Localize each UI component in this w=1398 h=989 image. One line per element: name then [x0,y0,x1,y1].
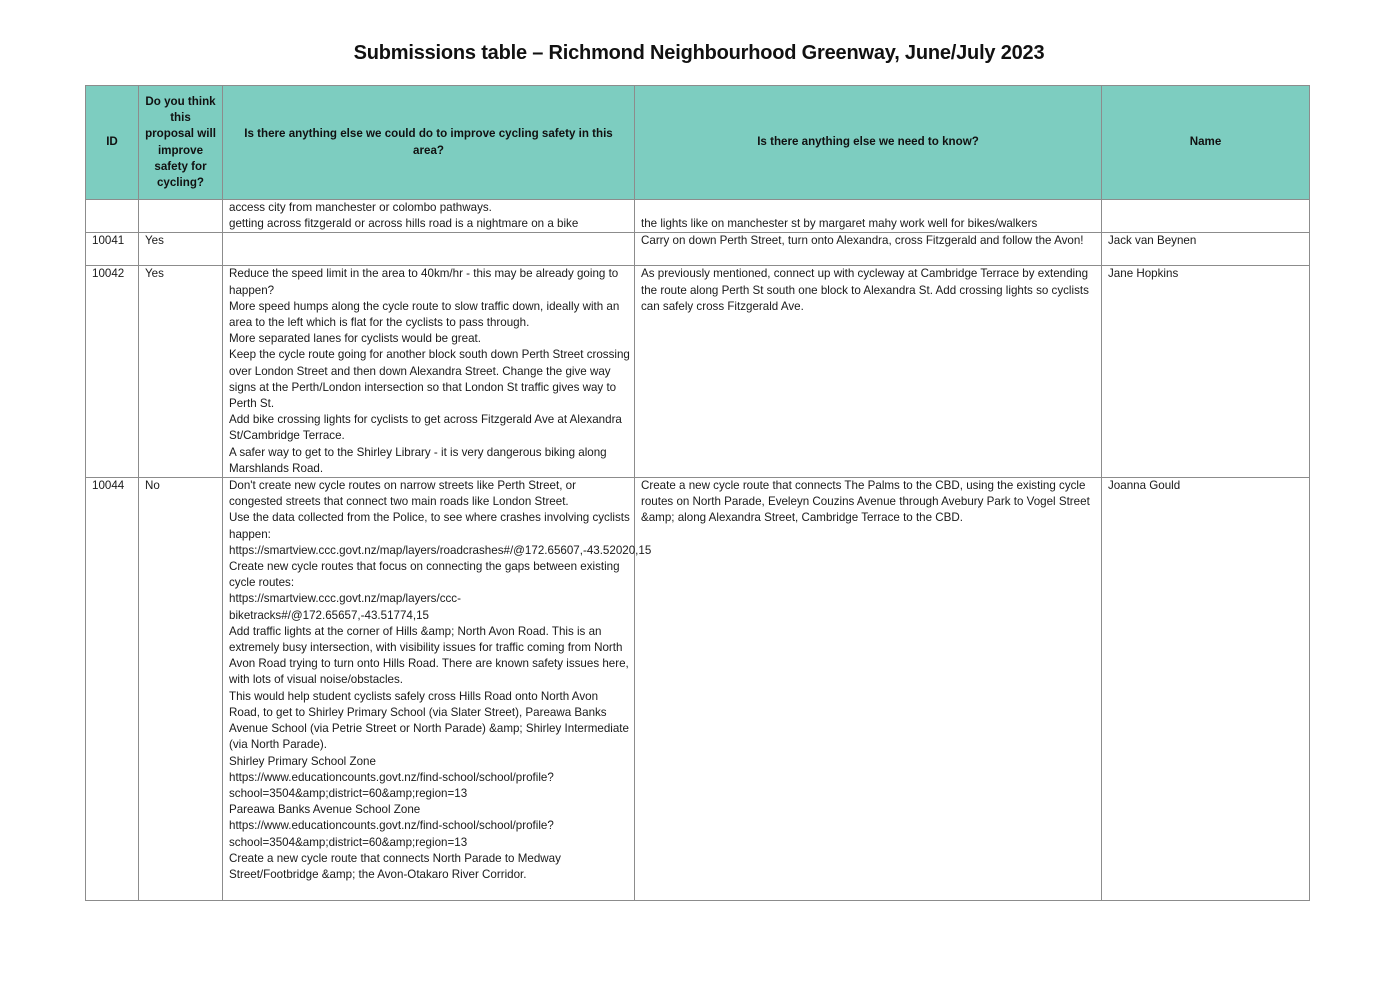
cell-link-text: https://www.educationcounts.govt.nz/find-school/school/profile?school=3504&amp;district=60&amp;region=13 [229,770,554,800]
cell-id: 10044 [86,478,139,901]
cell-link-text: https://www.educationcounts.govt.nz/find-school/school/profile?school=3504&amp;district=60&amp;region=13 [229,819,554,849]
cell-text-line: Reduce the speed limit in the area to 40km/hr - this may be already going to happen? [229,267,619,297]
cell-name: Jack van Beynen [1102,233,1310,266]
cell-improve: No [139,478,223,901]
cell-improve: Yes [139,266,223,478]
cell-text-line: Create a new cycle route that connects The Palms to the CBD, using the existing cycle routes on North Parade, Eveleyn Couzins Avenue through Avebury Park to Vogel Street &amp; along Alexandra Street, Cambridge Terrace to the CBD. [641,479,1090,525]
table-row [86,478,1310,901]
cell-text-line: This would help student cyclists safely cross Hills Road onto North Avon Road, to get to Shirley Primary School (via Slater Street), Pareawa Banks Avenue School (via Petrie Street or North Parade) &amp; Shirley Intermediate (via North Parade). [229,689,629,752]
cell-text-line: Add bike crossing lights for cyclists to get across Fitzgerald Ave at Alexandra St/Cambridge Terrace. [229,413,622,443]
cell-q1 [223,233,635,266]
cell-text-line: A safer way to get to the Shirley Library - it is very dangerous biking along Marshlands Road. [229,445,607,475]
cell-id: 10042 [86,266,139,478]
header-improve-safety: Do you think this proposal will improve safety for cycling? [139,86,223,200]
header-name: Name [1102,86,1310,200]
cell-text-line: Don't create new cycle routes on narrow streets like Perth Street, or congested streets that connect two main roads like London Street. [229,479,576,509]
cell-text-line: Create a new cycle route that connects North Parade to Medway Street/Footbridge &amp; the Avon-Otakaro River Corridor. [229,851,561,881]
cell-text-line: access city from manchester or colombo pathways. [229,201,492,214]
cell-link-text: https://smartview.ccc.govt.nz/map/layers/ccc-biketracks#/@172.65657,-43.51774,15 [229,592,461,622]
cell-q1 [223,200,635,233]
cell-text-line: Add traffic lights at the corner of Hills &amp; North Avon Road. This is an extremely busy intersection, with visibility issues for traffic coming from North Avon Road trying to turn onto Hills Road. There are known safety issues here, with lots of visual noise/obstacles. [229,624,629,687]
cell-text-line: getting across fitzgerald or across hills road is a nightmare on a bike [229,217,579,231]
cell-q2 [635,478,1102,901]
table-row [86,233,1310,266]
document-title: Submissions table – Richmond Neighbourhood Greenway, June/July 2023 [353,42,1045,64]
header-anything-else-question: Is there anything else we need to know? [635,86,1102,200]
cell-text-line: Carry on down Perth Street, turn onto Alexandra, cross Fitzgerald and follow the Avon! [641,234,1084,248]
cell-q2 [635,233,1102,266]
cell-q2 [635,266,1102,478]
table-row [86,200,1310,233]
cell-text-line: More speed humps along the cycle route to slow traffic down, ideally with an area to the left which is flat for the cyclists to pass through. [229,299,620,330]
cell-improve: Yes [139,233,223,266]
cell-name [1102,200,1310,233]
cell-text-line: As previously mentioned, connect up with cycleway at Cambridge Terrace by extending the route along Perth St south one block to Alexandra St. Add crossing lights so cyclists can safely cross Fitzgerald Ave. [641,267,1089,313]
header-id: ID [86,86,139,200]
cell-text-line: Use the data collected from the Police, to see where crashes involving cyclists happen: [229,511,630,541]
cell-text-line: Shirley Primary School Zone [229,754,376,768]
cell-improve [139,200,223,233]
cell-text-line: More separated lanes for cyclists would be great. [229,332,481,346]
cell-text-line: Create new cycle routes that focus on connecting the gaps between existing cycle routes: [229,560,620,590]
submissions-table [85,85,1310,901]
cell-text-line: Pareawa Banks Avenue School Zone [229,803,421,817]
table-row [86,266,1310,478]
cell-text-line: Keep the cycle route going for another block south down Perth Street crossing over London Street and then down Alexandra Street. Change the give way signs at the Perth/London intersection so that London St traffic gives way to Perth St. [229,348,630,411]
cell-q2 [635,200,1102,233]
cell-text-line: the lights like on manchester st by margaret mahy work well for bikes/walkers [641,217,1038,231]
table-header-row [86,86,1310,200]
cell-link-text: https://smartview.ccc.govt.nz/map/layers/roadcrashes#/@172.65607,-43.52020,15 [229,543,652,557]
cell-q1 [223,266,635,478]
cell-name: Jane Hopkins [1102,266,1310,478]
cell-q1 [223,478,652,901]
cell-name: Joanna Gould [1102,478,1310,901]
cell-id: 10041 [86,233,139,266]
header-improve-cycling-question: Is there anything else we could do to improve cycling safety in this area? [223,86,635,200]
cell-id [86,200,139,233]
